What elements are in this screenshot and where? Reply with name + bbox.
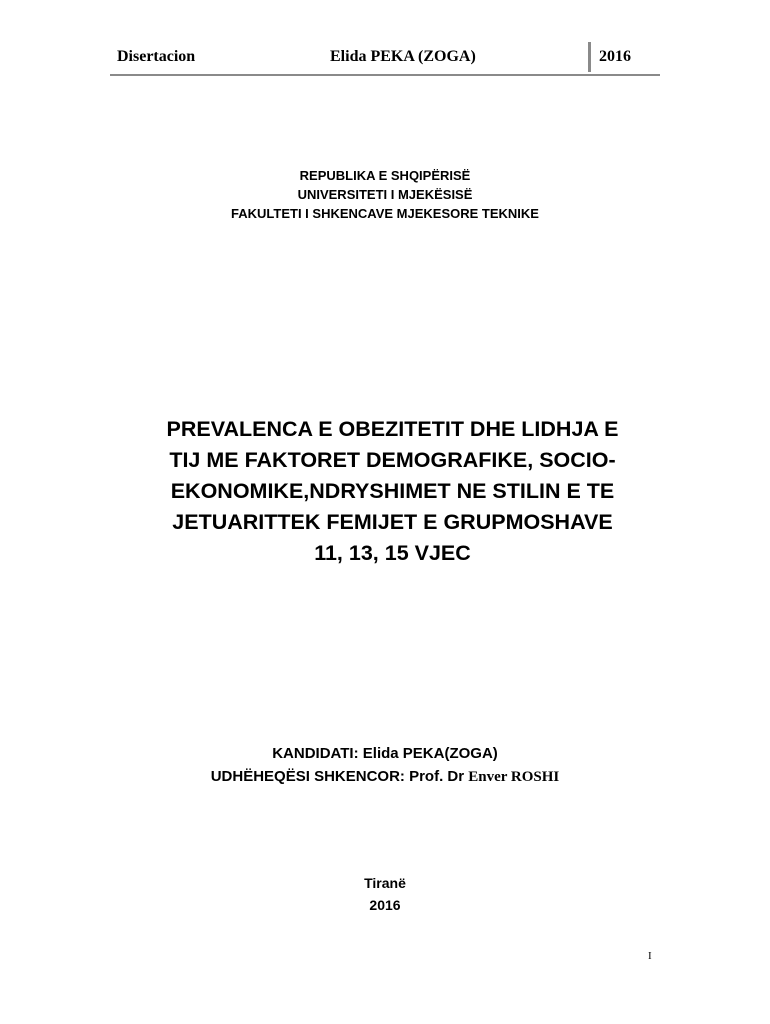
institution-faculty: FAKULTETI I SHKENCAVE MJEKESORE TEKNIKE	[231, 206, 539, 221]
header-divider	[588, 42, 591, 72]
page-header	[110, 44, 660, 76]
supervisor-title: Prof. Dr	[409, 768, 465, 785]
header-author: Elida PEKA (ZOGA)	[330, 48, 476, 65]
page-number: I	[648, 950, 652, 962]
institution-university: UNIVERSITETI I MJEKËSISË	[297, 187, 473, 202]
candidate-name: Elida PEKA(ZOGA)	[362, 745, 498, 762]
year: 2016	[369, 897, 401, 913]
city: Tiranë	[364, 875, 406, 891]
supervisor-name: Enver ROSHI	[468, 769, 560, 785]
thesis-title-line: TIJ ME FAKTORET DEMOGRAFIKE, SOCIO-	[169, 448, 616, 472]
people-block	[0, 742, 770, 789]
header-year: 2016	[599, 48, 631, 65]
thesis-title-line: 11, 13, 15 VJEC	[314, 541, 471, 565]
candidate-label: KANDIDATI:	[272, 745, 359, 762]
candidate-line	[0, 742, 770, 765]
thesis-title	[130, 414, 655, 569]
thesis-title-line: JETUARITTEK FEMIJET E GRUPMOSHAVE	[172, 510, 613, 534]
supervisor-line	[0, 765, 770, 789]
institution-country: REPUBLIKA E SHQIPËRISË	[299, 168, 471, 183]
header-document-type: Disertacion	[117, 48, 196, 65]
supervisor-label: UDHËHEQËSI SHKENCOR:	[210, 768, 405, 785]
place-date-block	[0, 872, 770, 916]
thesis-title-line: PREVALENCA E OBEZITETIT DHE LIDHJA E	[166, 417, 619, 441]
thesis-title-line: EKONOMIKE,NDRYSHIMET NE STILIN E TE	[170, 479, 615, 503]
institution-block	[0, 166, 770, 223]
